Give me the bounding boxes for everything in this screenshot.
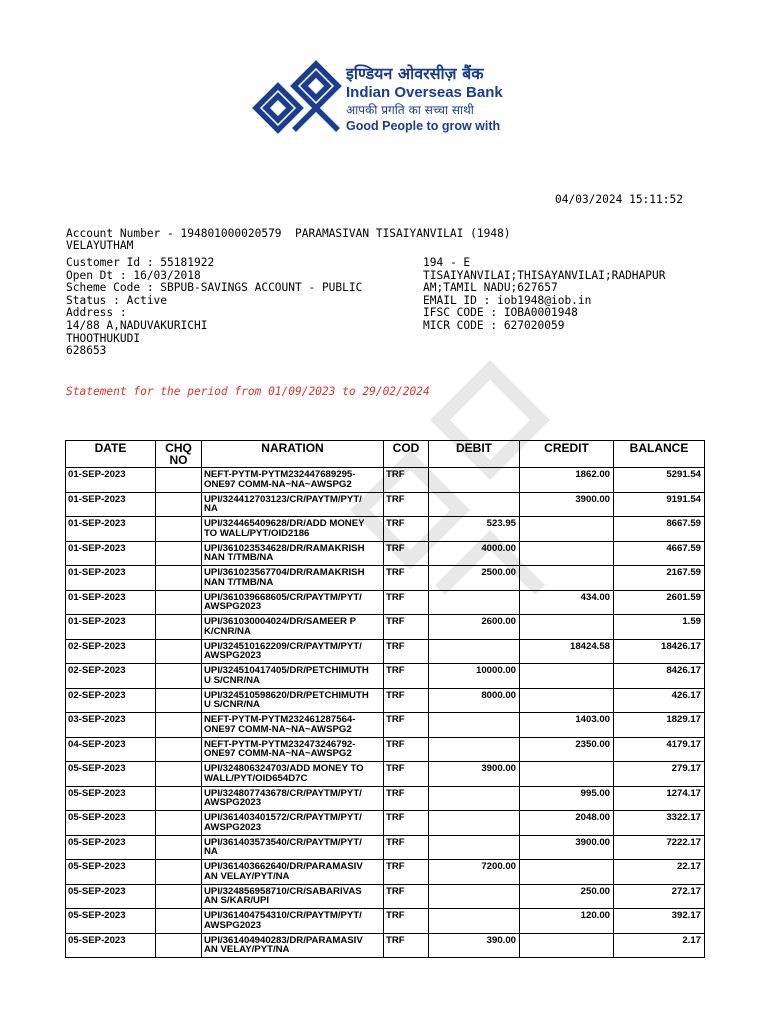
table-row: [66, 664, 705, 689]
naration-line-2: ONE97 COMM-NA~NA~AWSPG2: [204, 478, 352, 490]
statement-period: Statement for the period from 01/09/2023 to 29/02/2024: [66, 385, 430, 398]
naration-line-1: UPI/324510162209/CR/PAYTM/PYT/: [204, 640, 362, 652]
chq-cell: [156, 737, 202, 762]
date-cell: 05-SEP-2023: [66, 835, 156, 860]
scheme-code: Scheme Code : SBPUB-SAVINGS ACCOUNT - PUBLIC: [66, 281, 363, 295]
table-row: [66, 566, 705, 591]
naration-line-2: AWSPG2023: [204, 650, 262, 662]
naration-cell: [202, 933, 384, 958]
header-chq-no: [156, 441, 202, 468]
table-row: [66, 835, 705, 860]
naration-line-1: UPI/324412703123/CR/PAYTM/PYT/: [204, 493, 362, 505]
debit-cell: 4000.00: [429, 541, 520, 566]
naration-line-2: WALL/PYT/OID654D7C: [204, 772, 308, 784]
chq-cell: [156, 933, 202, 958]
cod-cell: TRF: [384, 933, 429, 958]
naration-cell: [202, 811, 384, 836]
credit-cell: 250.00: [520, 884, 614, 909]
chq-cell: [156, 835, 202, 860]
header-no: NO: [169, 453, 188, 467]
date-cell: 01-SEP-2023: [66, 615, 156, 640]
chq-cell: [156, 639, 202, 664]
table-row: [66, 811, 705, 836]
branch-address-1: TISAIYANVILAI;THISAYANVILAI;RADHAPUR: [423, 268, 666, 282]
account-number-line: Account Number - 194801000020579 PARAMASIVAN TISAIYANVILAI (1948): [66, 227, 511, 240]
debit-cell: [429, 492, 520, 517]
cod-cell: TRF: [384, 468, 429, 493]
naration-line-1: UPI/361403662640/DR/PARAMASIV: [204, 861, 363, 872]
credit-cell: [520, 615, 614, 640]
debit-cell: [429, 884, 520, 909]
chq-cell: [156, 688, 202, 713]
naration-cell: [202, 909, 384, 934]
debit-cell: [429, 713, 520, 738]
table-row: [66, 517, 705, 542]
cod-cell: TRF: [384, 713, 429, 738]
bank-branding: [346, 64, 503, 134]
naration-line-2: AN S/KAR/UPI: [204, 895, 270, 907]
table-row: [66, 909, 705, 934]
credit-cell: 1403.00: [520, 713, 614, 738]
cod-cell: TRF: [384, 615, 429, 640]
naration-line-2: ONE97 COMM-NA~NA~AWSPG2: [204, 723, 352, 735]
debit-cell: 2500.00: [429, 566, 520, 591]
chq-cell: [156, 492, 202, 517]
debit-cell: [429, 811, 520, 836]
naration-line-1: UPI/361404754310/CR/PAYTM/PYT/: [204, 910, 362, 921]
date-cell: 05-SEP-2023: [66, 762, 156, 787]
address-line-2: THOOTHUKUDI: [66, 331, 141, 345]
chq-cell: [156, 590, 202, 615]
address-label: Address :: [66, 306, 127, 320]
header-cod: COD: [384, 441, 429, 468]
cod-cell: TRF: [384, 517, 429, 542]
naration-line-2: NA: [204, 503, 218, 515]
credit-cell: 2350.00: [520, 737, 614, 762]
naration-line-2: AWSPG2023: [204, 601, 262, 613]
naration-line-2: AN VELAY/PYT/NA: [204, 870, 290, 882]
credit-cell: 18424.58: [520, 639, 614, 664]
credit-cell: [520, 517, 614, 542]
debit-cell: [429, 909, 520, 934]
credit-cell: 434.00: [520, 590, 614, 615]
iob-logo-icon: [252, 60, 342, 138]
credit-cell: 3900.00: [520, 492, 614, 517]
debit-cell: 390.00: [429, 933, 520, 958]
debit-cell: 2600.00: [429, 615, 520, 640]
address-pincode: 628653: [66, 344, 107, 358]
tagline-english: Good People to grow with: [346, 119, 501, 133]
balance-cell: 9191.54: [614, 492, 705, 517]
balance-cell: 7222.17: [614, 835, 705, 860]
debit-cell: [429, 737, 520, 762]
naration-cell: [202, 884, 384, 909]
naration-cell: [202, 517, 384, 542]
chq-cell: [156, 860, 202, 885]
date-cell: 02-SEP-2023: [66, 639, 156, 664]
table-header-row: [66, 441, 705, 468]
balance-cell: 3322.17: [614, 811, 705, 836]
bank-name-hindi: इण्डियन ओवरसीज़ बैंक: [346, 64, 484, 83]
statement-table: [65, 440, 705, 958]
chq-cell: [156, 517, 202, 542]
credit-cell: 995.00: [520, 786, 614, 811]
balance-cell: 4179.17: [614, 737, 705, 762]
naration-cell: [202, 492, 384, 517]
date-cell: 05-SEP-2023: [66, 786, 156, 811]
date-cell: 01-SEP-2023: [66, 566, 156, 591]
debit-cell: [429, 786, 520, 811]
cod-cell: TRF: [384, 860, 429, 885]
chq-cell: [156, 811, 202, 836]
naration-line-2: TO WALL/PYT/OID2186: [204, 527, 310, 539]
table-row: [66, 468, 705, 493]
header-date: DATE: [66, 441, 156, 468]
debit-cell: [429, 835, 520, 860]
date-cell: 01-SEP-2023: [66, 590, 156, 615]
chq-cell: [156, 762, 202, 787]
naration-line-2: K/CNR/NA: [204, 625, 251, 637]
date-cell: 02-SEP-2023: [66, 688, 156, 713]
cod-cell: TRF: [384, 762, 429, 787]
naration-line-1: UPI/361403573540/CR/PAYTM/PYT/: [204, 836, 362, 848]
balance-cell: 279.17: [614, 762, 705, 787]
micr-code: MICR CODE : 627020059: [423, 318, 565, 332]
credit-cell: 1862.00: [520, 468, 614, 493]
cod-cell: TRF: [384, 688, 429, 713]
naration-line-2: AWSPG2023: [204, 919, 262, 931]
date-cell: 01-SEP-2023: [66, 541, 156, 566]
naration-line-1: UPI/361030004024/DR/SAMEER P: [204, 616, 356, 627]
credit-cell: 120.00: [520, 909, 614, 934]
naration-cell: [202, 737, 384, 762]
naration-cell: [202, 541, 384, 566]
naration-line-1: UPI/324510598620/DR/PETCHIMUTH: [204, 689, 369, 701]
cod-cell: TRF: [384, 737, 429, 762]
naration-line-1: NEFT-PYTM-PYTM232447689295-: [204, 469, 356, 480]
table-row: [66, 860, 705, 885]
balance-cell: 1.59: [614, 615, 705, 640]
balance-cell: 8426.17: [614, 664, 705, 689]
cod-cell: TRF: [384, 786, 429, 811]
credit-cell: 3900.00: [520, 835, 614, 860]
table-row: [66, 737, 705, 762]
table-row: [66, 884, 705, 909]
table-row: [66, 713, 705, 738]
cod-cell: TRF: [384, 811, 429, 836]
credit-cell: [520, 933, 614, 958]
naration-line-1: UPI/361023534628/DR/RAMAKRISH: [204, 542, 365, 554]
chq-cell: [156, 541, 202, 566]
debit-cell: [429, 468, 520, 493]
naration-line-1: UPI/324510417405/DR/PETCHIMUTH: [204, 665, 369, 676]
balance-cell: 5291.54: [614, 468, 705, 493]
account-holder-name-cont: VELAYUTHAM: [66, 239, 134, 252]
chq-cell: [156, 786, 202, 811]
balance-cell: 392.17: [614, 909, 705, 934]
ifsc-code: IFSC CODE : IOBA0001948: [423, 306, 578, 320]
table-row: [66, 762, 705, 787]
credit-cell: [520, 566, 614, 591]
open-date: Open Dt : 16/03/2018: [66, 268, 201, 282]
debit-cell: 10000.00: [429, 664, 520, 689]
cod-cell: TRF: [384, 590, 429, 615]
header-naration: NARATION: [202, 441, 384, 468]
date-cell: 04-SEP-2023: [66, 737, 156, 762]
date-cell: 05-SEP-2023: [66, 860, 156, 885]
balance-cell: 18426.17: [614, 639, 705, 664]
cod-cell: TRF: [384, 884, 429, 909]
naration-cell: [202, 664, 384, 689]
balance-cell: 2601.59: [614, 590, 705, 615]
credit-cell: 2048.00: [520, 811, 614, 836]
table-row: [66, 688, 705, 713]
naration-line-1: UPI/361404940283/DR/PARAMASIV: [204, 934, 363, 946]
naration-line-2: U S/CNR/NA: [204, 699, 260, 711]
chq-cell: [156, 884, 202, 909]
chq-cell: [156, 713, 202, 738]
cod-cell: TRF: [384, 639, 429, 664]
date-cell: 01-SEP-2023: [66, 492, 156, 517]
naration-line-1: UPI/324856958710/CR/SABARIVAS: [204, 885, 362, 897]
chq-cell: [156, 664, 202, 689]
branch-email: EMAIL ID : iob1948@iob.in: [423, 293, 592, 307]
balance-cell: 1274.17: [614, 786, 705, 811]
customer-id: Customer Id : 55181922: [66, 256, 215, 269]
account-details-left: [66, 257, 362, 358]
naration-line-1: UPI/361403401572/CR/PAYTM/PYT/: [204, 812, 362, 823]
balance-cell: 1829.17: [614, 713, 705, 738]
branch-code: 194 - E: [423, 256, 471, 269]
naration-cell: [202, 639, 384, 664]
table-row: [66, 492, 705, 517]
chq-cell: [156, 615, 202, 640]
branch-address-2: AM;TAMIL NADU;627657: [423, 281, 558, 295]
credit-cell: [520, 762, 614, 787]
naration-cell: [202, 860, 384, 885]
credit-cell: [520, 664, 614, 689]
naration-line-1: UPI/324807743678/CR/PAYTM/PYT/: [204, 787, 362, 799]
date-cell: 01-SEP-2023: [66, 468, 156, 493]
naration-cell: [202, 468, 384, 493]
chq-cell: [156, 909, 202, 934]
debit-cell: [429, 639, 520, 664]
statement-timestamp: 04/03/2024 15:11:52: [555, 193, 683, 206]
table-row: [66, 590, 705, 615]
table-row: [66, 639, 705, 664]
cod-cell: TRF: [384, 566, 429, 591]
naration-cell: [202, 713, 384, 738]
header-balance: BALANCE: [614, 441, 705, 468]
naration-cell: [202, 590, 384, 615]
date-cell: 01-SEP-2023: [66, 517, 156, 542]
naration-line-2: ONE97 COMM-NA~NA~AWSPG2: [204, 748, 352, 760]
balance-cell: 4667.59: [614, 541, 705, 566]
naration-cell: [202, 688, 384, 713]
naration-line-1: UPI/361023567704/DR/RAMAKRISH: [204, 567, 365, 578]
balance-cell: 272.17: [614, 884, 705, 909]
debit-cell: [429, 590, 520, 615]
naration-line-2: AWSPG2023: [204, 821, 262, 833]
cod-cell: TRF: [384, 835, 429, 860]
naration-cell: [202, 762, 384, 787]
debit-cell: 3900.00: [429, 762, 520, 787]
address-line-1: 14/88 A,NADUVAKURICHI: [66, 318, 208, 332]
naration-line-2: AWSPG2023: [204, 797, 262, 809]
naration-line-1: UPI/361039668605/CR/PAYTM/PYT/: [204, 591, 362, 603]
balance-cell: 2167.59: [614, 566, 705, 591]
debit-cell: 7200.00: [429, 860, 520, 885]
table-row: [66, 541, 705, 566]
date-cell: 05-SEP-2023: [66, 933, 156, 958]
naration-line-1: UPI/324806324703/ADD MONEY TO: [204, 763, 364, 774]
cod-cell: TRF: [384, 664, 429, 689]
naration-cell: [202, 835, 384, 860]
balance-cell: 8667.59: [614, 517, 705, 542]
bank-name-english: Indian Overseas Bank: [346, 84, 503, 101]
chq-cell: [156, 566, 202, 591]
cod-cell: TRF: [384, 541, 429, 566]
naration-line-2: NAN T/TMB/NA: [204, 552, 274, 564]
table-row: [66, 933, 705, 958]
tagline-hindi: आपकी प्रगति का सच्चा साथी: [346, 103, 474, 117]
balance-cell: 2.17: [614, 933, 705, 958]
chq-cell: [156, 468, 202, 493]
credit-cell: [520, 688, 614, 713]
table-row: [66, 615, 705, 640]
date-cell: 03-SEP-2023: [66, 713, 156, 738]
naration-cell: [202, 615, 384, 640]
naration-line-2: AN VELAY/PYT/NA: [204, 944, 290, 956]
date-cell: 02-SEP-2023: [66, 664, 156, 689]
naration-cell: [202, 566, 384, 591]
naration-line-2: NAN T/TMB/NA: [204, 576, 274, 588]
date-cell: 05-SEP-2023: [66, 909, 156, 934]
credit-cell: [520, 541, 614, 566]
header-debit: DEBIT: [429, 441, 520, 468]
table-row: [66, 786, 705, 811]
cod-cell: TRF: [384, 492, 429, 517]
debit-cell: 523.95: [429, 517, 520, 542]
date-cell: 05-SEP-2023: [66, 811, 156, 836]
naration-line-1: NEFT-PYTM-PYTM232461287564-: [204, 714, 356, 725]
date-cell: 05-SEP-2023: [66, 884, 156, 909]
balance-cell: 22.17: [614, 860, 705, 885]
header-chq: CHQ: [165, 441, 192, 455]
balance-cell: 426.17: [614, 688, 705, 713]
header-credit: CREDIT: [520, 441, 614, 468]
naration-line-1: UPI/324465409628/DR/ADD MONEY: [204, 518, 365, 529]
credit-cell: [520, 860, 614, 885]
naration-line-1: NEFT-PYTM-PYTM232473246792-: [204, 738, 356, 750]
naration-cell: [202, 786, 384, 811]
debit-cell: 8000.00: [429, 688, 520, 713]
naration-line-2: U S/CNR/NA: [204, 674, 260, 686]
account-details-right: [423, 257, 665, 333]
account-status: Status : Active: [66, 293, 168, 307]
cod-cell: TRF: [384, 909, 429, 934]
naration-line-2: NA: [204, 846, 218, 858]
